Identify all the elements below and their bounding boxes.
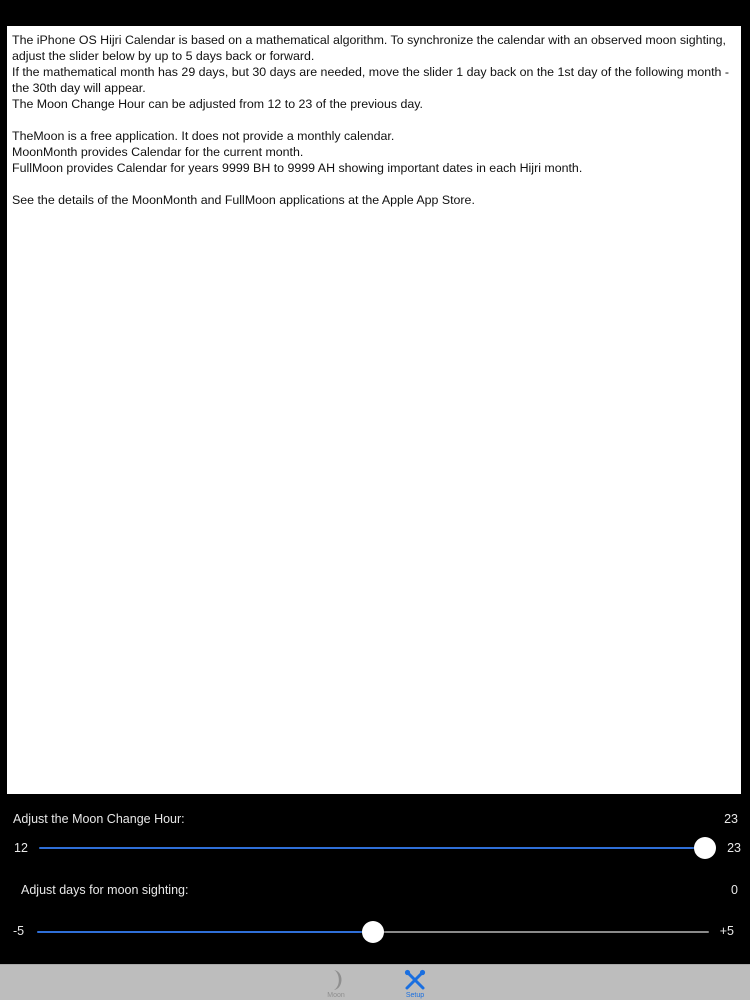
slider-track-min	[39, 847, 705, 849]
info-paragraph-moonmonth: MoonMonth provides Calendar for the current month.	[12, 145, 304, 159]
moon-sighting-slider[interactable]	[37, 920, 709, 944]
moon-sighting-max-label: +5	[719, 924, 734, 938]
info-paragraph-fullmoon: FullMoon provides Calendar for years 9999 BH to 9999 AH showing important dates in each Hijri month.	[12, 161, 583, 175]
slider-track-max	[373, 931, 709, 933]
moon-change-hour-min-label: 12	[14, 841, 28, 855]
tab-setup[interactable]	[385, 965, 445, 1000]
crescent-moon-icon	[324, 969, 348, 991]
info-paragraph-app-store: See the details of the MoonMonth and FullMoon applications at the Apple App Store.	[12, 193, 475, 207]
settings-controls	[0, 794, 750, 964]
info-paragraph-sync: The iPhone OS Hijri Calendar is based on a mathematical algorithm. To synchronize the calendar with an observed moon sighting, adjust the slider below by up to 5 days back or forward.	[12, 33, 726, 63]
slider-thumb[interactable]	[362, 921, 384, 943]
moon-sighting-value: 0	[731, 883, 738, 897]
moon-change-hour-max-label: 23	[727, 841, 741, 855]
tools-icon	[403, 969, 427, 991]
moon-change-hour-value: 23	[724, 812, 738, 826]
tab-moon[interactable]	[306, 965, 366, 1000]
info-text-panel	[7, 26, 741, 794]
slider-thumb[interactable]	[694, 837, 716, 859]
moon-change-hour-label: Adjust the Moon Change Hour:	[13, 812, 185, 826]
tab-bar	[0, 964, 750, 1000]
moon-change-hour-slider[interactable]	[39, 836, 705, 860]
moon-sighting-min-label: -5	[13, 924, 25, 938]
info-paragraph-30th-day: If the mathematical month has 29 days, but 30 days are needed, move the slider 1 day back on the 1st day of the following month - the 30th day will appear.	[12, 65, 730, 95]
info-paragraph-themoon: TheMoon is a free application. It does not provide a monthly calendar.	[12, 129, 395, 143]
info-paragraph-change-hour: The Moon Change Hour can be adjusted from 12 to 23 of the previous day.	[12, 97, 423, 111]
tab-setup-label: Setup	[405, 992, 425, 999]
tab-moon-label: Moon	[327, 992, 345, 999]
moon-sighting-label: Adjust days for moon sighting:	[21, 883, 189, 897]
slider-track-min	[37, 931, 373, 933]
